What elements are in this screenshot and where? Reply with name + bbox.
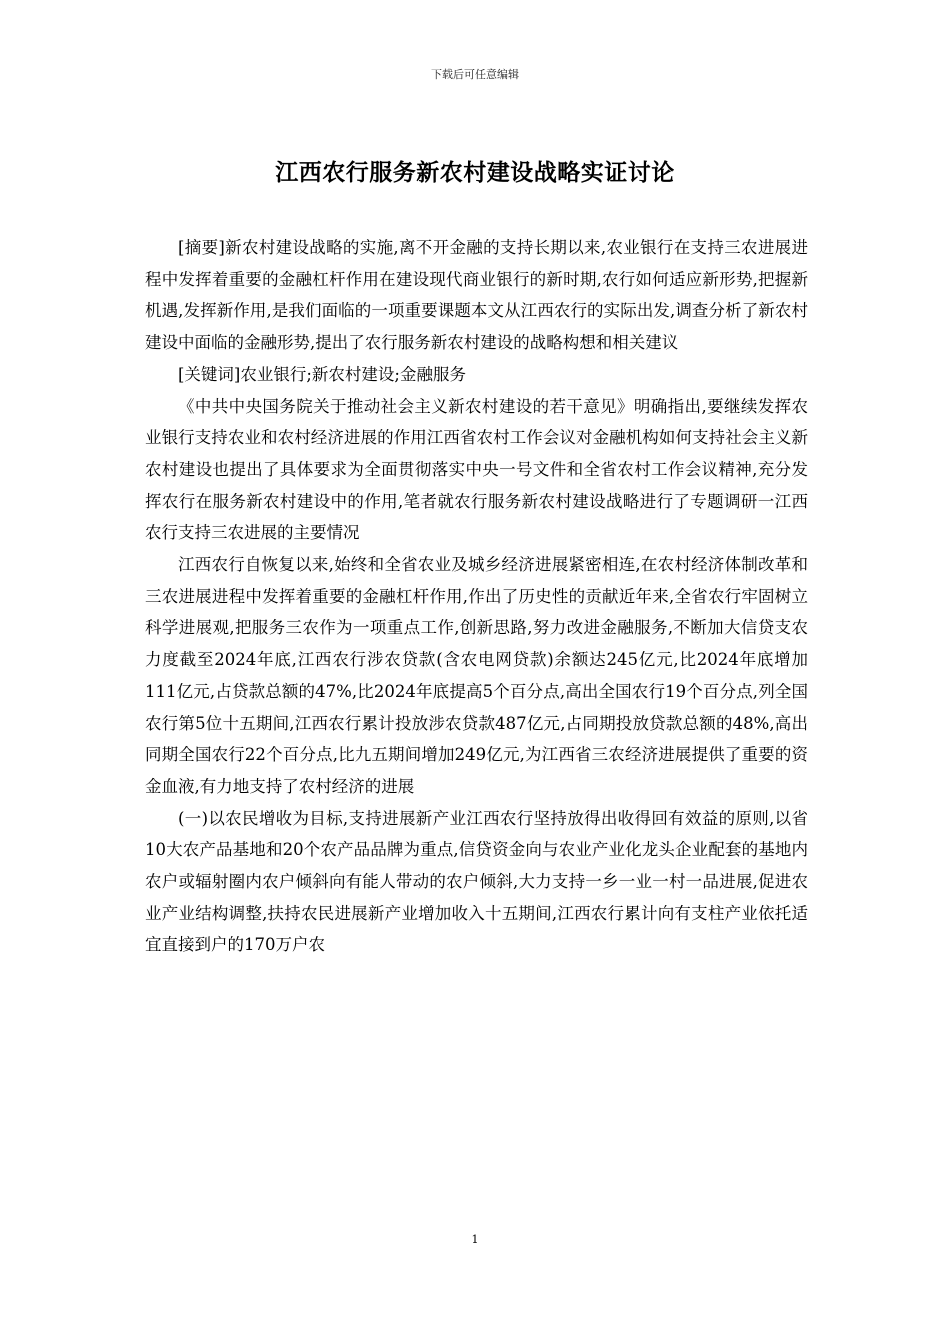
- page-number: 1: [471, 1233, 479, 1246]
- abstract-paragraph: [摘要]新农村建设战略的实施,离不开金融的支持长期以来,农业银行在支持三农进展进程中发挥着重要的金融杠杆作用在建设现代商业银行的新时期,农行如何适应新形势,把握新机遇,发挥新作用,是我们面临的一项重要课题本文从江西农行的实际出发,调查分析了新农村建设中面临的金融形势,提出了农行服务新农村建设的战略构想和相关建议: [145, 238, 808, 353]
- keywords-paragraph: [关键词]农业银行;新农村建设;金融服务: [178, 364, 466, 384]
- body-paragraph: (一)以农民增收为目标,支持进展新产业江西农行坚持放得出收得回有效益的原则,以省10大农产品基地和20个农产品品牌为重点,信贷资金向与农业产业化龙头企业配套的基地内农户或辐射圈内农户倾斜向有能人带动的农户倾斜,大力支持一乡一业一村一品进展,促进农业产业结构调整,扶持农民进展新产业增加收入十五期间,江西农行累计向有支柱产业依托适宜直接到户的170万户农: [145, 808, 808, 955]
- body-paragraph: 江西农行自恢复以来,始终和全省农业及城乡经济进展紧密相连,在农村经济体制改革和三农进展进程中发挥着重要的金融杠杆作用,作出了历史性的贡献近年来,全省农行牢固树立科学进展观,把服务三农作为一项重点工作,创新思路,努力改进金融服务,不断加大信贷支农力度截至2024年底,江西农行涉农贷款(含农电网贷款)余额达245亿元,比2024年底增加111亿元,占贷款总额的47%,比2024年底提高5个百分点,高出全国农行19个百分点,列全国农行第5位十五期间,江西农行累计投放涉农贷款487亿元,占同期投放贷款总额的48%,高出同期全国农行22个百分点,比九五期间增加249亿元,为江西省三农经济进展提供了重要的资金血液,有力地支持了农村经济的进展: [145, 555, 808, 796]
- document-title: 江西农行服务新农村建设战略实证讨论: [275, 159, 675, 186]
- body-paragraph: 《中共中央国务院关于推动社会主义新农村建设的若干意见》明确指出,要继续发挥农业银行支持农业和农村经济进展的作用江西省农村工作会议对金融机构如何支持社会主义新农村建设也提出了具体要求为全面贯彻落实中央一号文件和全省农村工作会议精神,充分发挥农行在服务新农村建设中的作用,笔者就农行服务新农村建设战略进行了专题调研一江西农行支持三农进展的主要情况: [145, 396, 808, 543]
- document-body: [145, 232, 808, 961]
- header-note: 下载后可任意编辑: [431, 68, 519, 81]
